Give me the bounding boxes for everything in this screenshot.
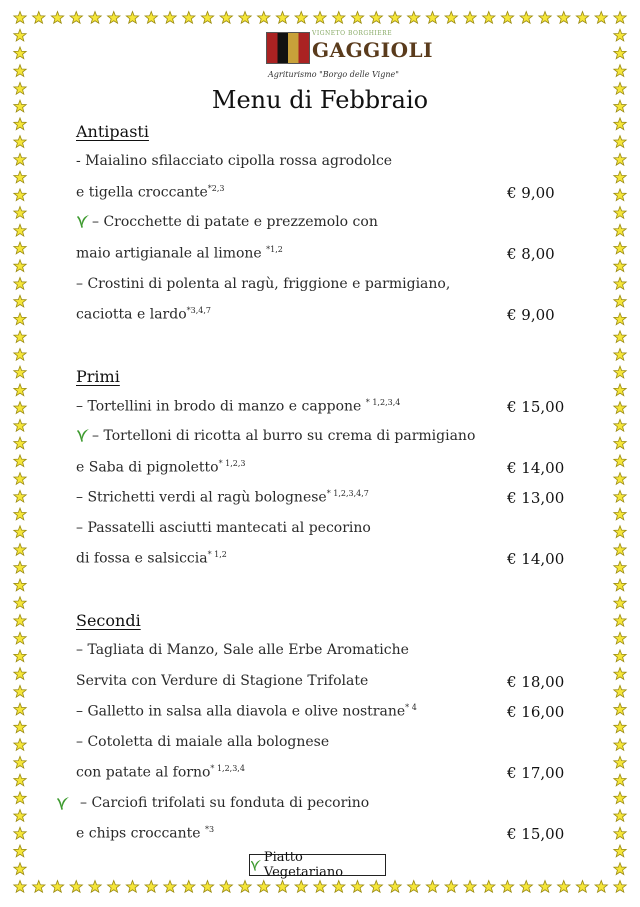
legend-box [249,850,386,880]
menu-item-line: – Strichetti verdi al ragù bolognese$^{* 1,2,3,4,7}$ [76,489,369,506]
menu-item-line: caciotta e lardo$^{*3,4,7}$ [76,306,211,323]
logo-brand: GAGGIOLI [312,38,433,62]
section-antipasti-title: Antipasti [76,122,149,141]
menu-item-line: – Crocchette di patate e prezzemolo con [76,214,378,230]
menu-item-line: – Crostini di polenta al ragù, friggione e parmigiano, [76,276,451,292]
menu-item-price: € 18,00 [507,673,565,691]
menu-item-line: – Passatelli asciutti mantecati al pecorino [76,520,371,536]
menu-item-line: con patate al forno$^{* 1,2,3,4}$ [76,764,245,781]
menu-item-price: € 9,00 [507,306,555,324]
menu-item-price: € 9,00 [507,184,555,202]
menu-item-price: € 16,00 [507,703,565,721]
menu-item-price: € 15,00 [507,825,565,843]
logo-tagline: Agriturismo "Borgo delle Vigne" [268,70,399,79]
menu-item-price: € 17,00 [507,764,565,782]
menu-item-line: di fossa e salsiccia$^{* 1,2}$ [76,550,227,567]
menu-item-line: e tigella croccante$^{*2,3}$ [76,184,225,201]
vegetarian-leaf-icon [76,428,90,442]
menu-item-line: maio artigianale al limone $^{*1,2}$ [76,245,283,262]
menu-item-line: – Tagliata di Manzo, Sale alle Erbe Aromatiche [76,642,409,658]
menu-item-line: – Tortellini in brodo di manzo e cappone $^{* 1,2,3,4}$ [76,398,401,415]
menu-item-price: € 14,00 [507,550,565,568]
legend-label: Piatto Vegetariano [263,850,344,880]
menu-item-line: e chips croccante $^{*3}$ [76,825,215,842]
menu-item-price: € 15,00 [507,398,565,416]
menu-item-price: € 8,00 [507,245,555,263]
crest-icon [266,32,310,64]
vegetarian-leaf-icon [76,214,90,228]
logo-top-text: VIGNETO BORGHIERE [312,30,393,37]
vegetarian-leaf-icon [250,859,262,871]
vegetarian-leaf-icon [56,796,70,810]
menu-item-line: Servita con Verdure di Stagione Trifolate [76,673,369,689]
section-secondi-title: Secondi [76,611,141,630]
menu-item-price: € 14,00 [507,459,565,477]
menu-item-line: – Carciofi trifolati su fonduta di pecorino [80,795,370,811]
section-primi-title: Primi [76,367,120,386]
menu-item-line: e Saba di pignoletto$^{* 1,2,3}$ [76,459,246,476]
menu-item-line: – Cotoletta di maiale alla bolognese [76,734,330,750]
menu-item-line: – Galletto in salsa alla diavola e olive nostrane$^{* 4}$ [76,703,417,720]
menu-item-line: – Tortelloni di ricotta al burro su crema di parmigiano [76,428,475,444]
gaggioli-logo [262,28,433,84]
menu-item-price: € 13,00 [507,489,565,507]
menu-title: Menu di Febbraio [211,86,429,114]
menu-item-line: - Maialino sfilacciato cipolla rossa agrodolce [76,153,393,169]
